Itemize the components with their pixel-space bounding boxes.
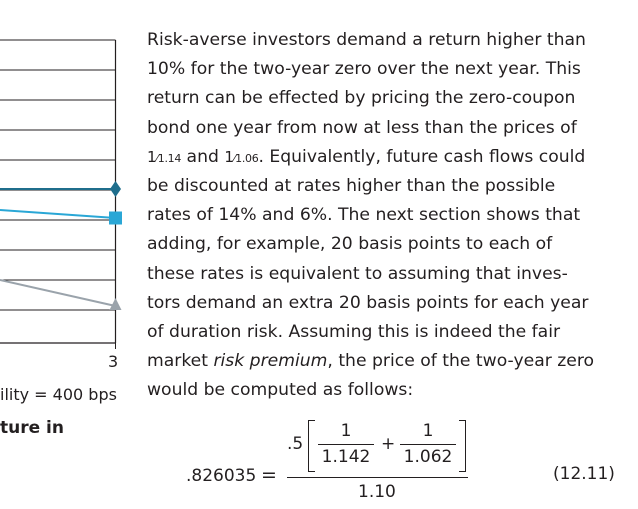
equation-fraction-1: 1 1.142 [318, 421, 374, 467]
equation-number: (12.11) [553, 464, 615, 484]
chart-caption: ility = 400 bps [0, 385, 117, 404]
series-gray-line [0, 280, 116, 306]
chart-fragment [0, 0, 130, 380]
paragraph-line: be discounted at rates higher than the possible [147, 175, 556, 196]
series-gray-marker [110, 298, 122, 310]
paragraph-line: bond one year from now at less than the prices of [147, 117, 577, 138]
paragraph-line: 1⁄1.14 and 1⁄1.06. Equivalently, future cash flows could [147, 146, 586, 167]
plus-sign: + [381, 434, 396, 454]
equation-fraction-2: 1 1.062 [400, 421, 456, 467]
emphasis-text: risk premium [213, 351, 328, 372]
section-heading: ture in [0, 418, 64, 438]
series-light-line [0, 210, 116, 218]
paragraph-line: would be computed as follows: [147, 380, 414, 401]
x-tick-label: 3 [108, 352, 119, 371]
main-fraction-bar [287, 477, 468, 478]
paragraph-line: rates of 14% and 6%. The next section shows that [147, 205, 581, 226]
paragraph-line: Risk-averse investors demand a return higher than [147, 30, 586, 50]
paragraph-line: market risk premium, the price of the two-year zero [147, 351, 595, 372]
equation-factor: .5 [287, 434, 304, 454]
series-light-marker [109, 212, 122, 225]
equation-denominator: 1.10 [358, 482, 396, 502]
body-paragraph [147, 26, 627, 405]
paragraph-line: these rates is equivalent to assuming that inves- [147, 263, 568, 284]
right-bracket [459, 420, 466, 472]
equals-sign: = [261, 464, 277, 486]
inline-fraction: 1⁄1.06 [224, 147, 259, 166]
series-dark-marker [110, 181, 121, 197]
paragraph-line: return can be effected by pricing the zero-coupon [147, 88, 576, 109]
equation-lhs: .826035 [186, 466, 257, 486]
left-bracket [308, 420, 315, 472]
paragraph-line: of duration risk. Assuming this is indeed the fair [147, 321, 561, 342]
paragraph-line: tors demand an extra 20 basis points for each year [147, 292, 589, 313]
inline-fraction: 1⁄1.14 [147, 147, 182, 166]
paragraph-line: 10% for the two-year zero over the next year. This [147, 59, 581, 80]
paragraph-line: adding, for example, 20 basis points to each of [147, 234, 553, 255]
chart-gridlines [0, 40, 116, 310]
